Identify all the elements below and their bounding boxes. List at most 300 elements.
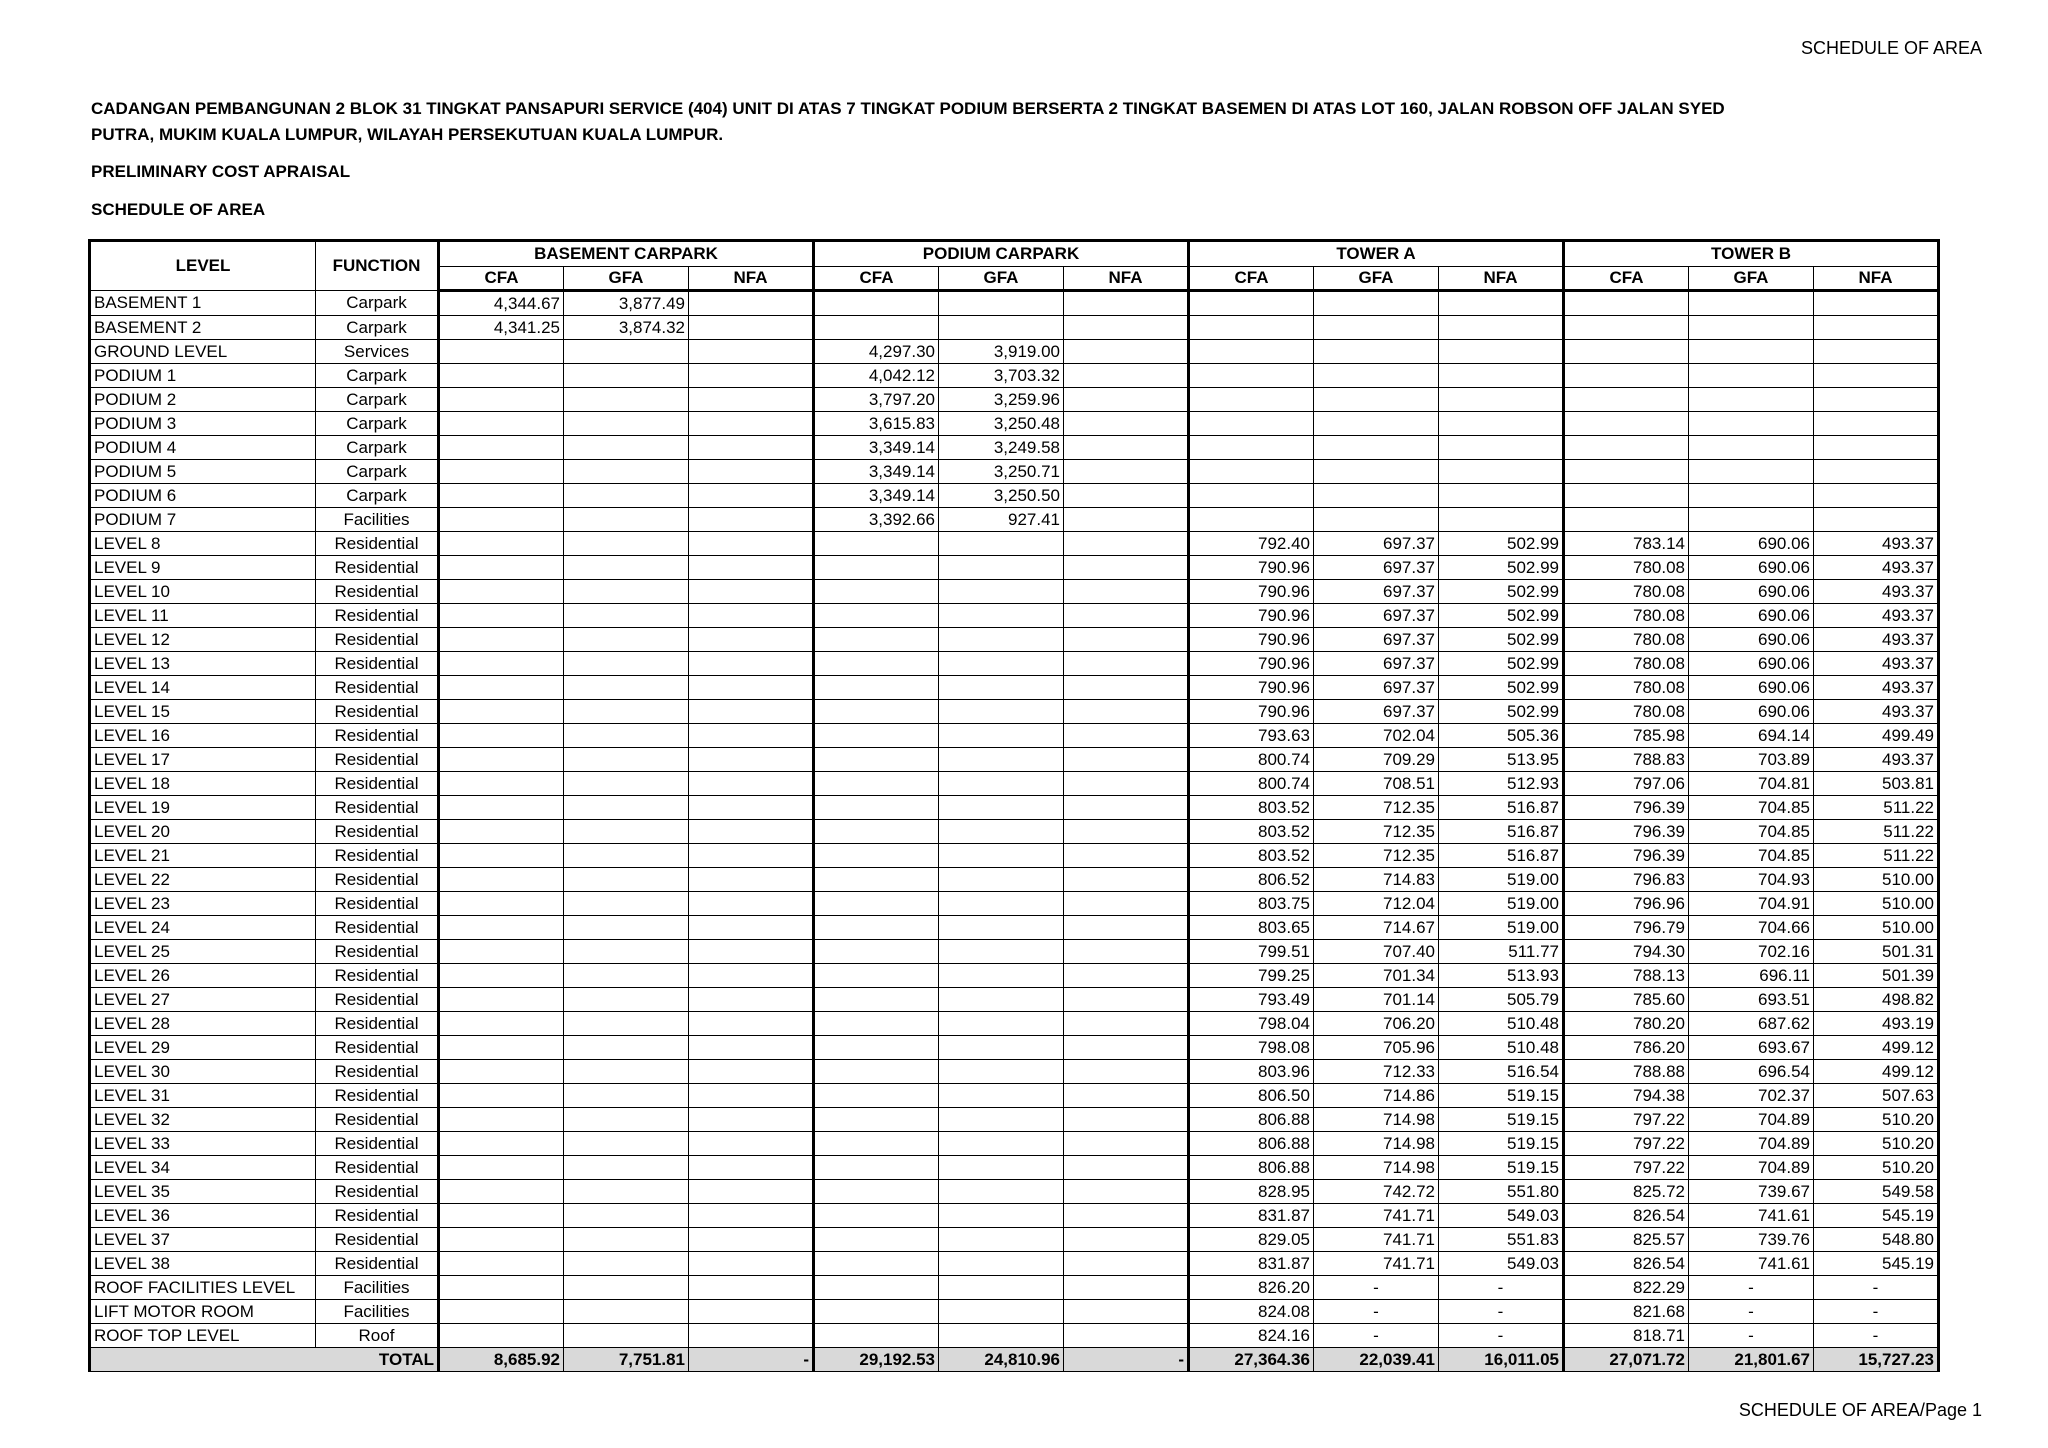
level-cell: LEVEL 23	[90, 892, 316, 916]
area-cell	[939, 892, 1064, 916]
area-cell: 510.48	[1439, 1036, 1564, 1060]
area-cell	[1064, 988, 1189, 1012]
area-cell: 3,615.83	[814, 412, 939, 436]
area-cell	[689, 1108, 814, 1132]
area-cell	[939, 316, 1064, 340]
area-cell	[1314, 412, 1439, 436]
area-cell	[689, 412, 814, 436]
area-cell	[564, 724, 689, 748]
level-cell: LEVEL 36	[90, 1204, 316, 1228]
level-cell: LEVEL 19	[90, 796, 316, 820]
area-cell: 704.85	[1689, 844, 1814, 868]
area-cell: 822.29	[1564, 1276, 1689, 1300]
area-cell	[689, 580, 814, 604]
level-cell: PODIUM 4	[90, 436, 316, 460]
area-cell	[564, 964, 689, 988]
area-cell	[439, 652, 564, 676]
area-cell: -	[1689, 1300, 1814, 1324]
area-cell: 826.54	[1564, 1204, 1689, 1228]
area-cell: 704.81	[1689, 772, 1814, 796]
subcol-header-gfa: GFA	[564, 267, 689, 291]
area-cell	[564, 436, 689, 460]
table-row	[90, 388, 1939, 412]
area-cell: 739.67	[1689, 1180, 1814, 1204]
area-cell	[1064, 1156, 1189, 1180]
area-cell	[1439, 460, 1564, 484]
function-cell: Residential	[316, 556, 439, 580]
area-cell	[1689, 316, 1814, 340]
area-cell	[814, 988, 939, 1012]
total-cell: 29,192.53	[814, 1348, 939, 1372]
area-cell	[689, 1300, 814, 1324]
area-cell	[439, 412, 564, 436]
area-cell	[939, 796, 1064, 820]
area-cell: 3,250.71	[939, 460, 1064, 484]
area-cell	[814, 1060, 939, 1084]
table-row	[90, 556, 1939, 580]
area-cell: 803.52	[1189, 844, 1314, 868]
area-cell: 818.71	[1564, 1324, 1689, 1348]
area-cell	[939, 604, 1064, 628]
area-cell	[439, 1084, 564, 1108]
area-cell: 703.89	[1689, 748, 1814, 772]
area-cell: 790.96	[1189, 556, 1314, 580]
function-cell: Roof	[316, 1324, 439, 1348]
area-cell	[814, 1084, 939, 1108]
area-cell	[814, 940, 939, 964]
area-cell	[689, 388, 814, 412]
area-cell: 706.20	[1314, 1012, 1439, 1036]
function-cell: Facilities	[316, 508, 439, 532]
area-cell: 697.37	[1314, 556, 1439, 580]
area-cell: 519.00	[1439, 892, 1564, 916]
table-row	[90, 988, 1939, 1012]
area-cell	[1564, 388, 1689, 412]
area-cell: 519.00	[1439, 916, 1564, 940]
area-cell: 3,349.14	[814, 436, 939, 460]
area-cell	[689, 940, 814, 964]
area-cell: -	[1689, 1276, 1814, 1300]
area-cell: 800.74	[1189, 748, 1314, 772]
area-cell	[689, 1132, 814, 1156]
area-cell	[439, 436, 564, 460]
area-cell: 796.79	[1564, 916, 1689, 940]
area-cell	[689, 844, 814, 868]
area-cell: 549.03	[1439, 1204, 1564, 1228]
area-cell	[1064, 291, 1189, 316]
area-cell	[1314, 316, 1439, 340]
area-cell	[439, 916, 564, 940]
area-cell	[1064, 316, 1189, 340]
area-cell	[689, 1324, 814, 1348]
area-cell	[939, 291, 1064, 316]
area-cell	[439, 820, 564, 844]
function-cell: Residential	[316, 1228, 439, 1252]
area-cell	[814, 1156, 939, 1180]
subcol-header-nfa: NFA	[1439, 267, 1564, 291]
area-cell: 831.87	[1189, 1204, 1314, 1228]
area-cell	[1064, 412, 1189, 436]
area-cell: 493.37	[1814, 532, 1939, 556]
area-cell	[564, 1084, 689, 1108]
area-cell: 806.88	[1189, 1132, 1314, 1156]
area-cell	[814, 1252, 939, 1276]
table-row	[90, 1252, 1939, 1276]
area-cell	[439, 700, 564, 724]
group-header-basement: BASEMENT CARPARK	[439, 241, 814, 267]
area-cell: 741.61	[1689, 1204, 1814, 1228]
total-cell: 27,071.72	[1564, 1348, 1689, 1372]
table-row	[90, 916, 1939, 940]
area-cell: 701.14	[1314, 988, 1439, 1012]
area-cell: 690.06	[1689, 676, 1814, 700]
area-cell	[439, 532, 564, 556]
area-cell	[689, 964, 814, 988]
area-cell	[1689, 364, 1814, 388]
area-cell	[939, 1252, 1064, 1276]
area-cell: 794.30	[1564, 940, 1689, 964]
area-cell	[689, 772, 814, 796]
area-cell	[564, 1252, 689, 1276]
table-row	[90, 1324, 1939, 1348]
area-cell: 3,249.58	[939, 436, 1064, 460]
subcol-header-nfa: NFA	[689, 267, 814, 291]
area-cell	[814, 652, 939, 676]
area-cell	[564, 940, 689, 964]
area-cell: -	[1439, 1300, 1564, 1324]
area-cell: 549.03	[1439, 1252, 1564, 1276]
area-cell	[814, 532, 939, 556]
area-cell	[439, 556, 564, 580]
function-cell: Residential	[316, 700, 439, 724]
area-cell	[689, 988, 814, 1012]
area-cell: 709.29	[1314, 748, 1439, 772]
function-cell: Residential	[316, 580, 439, 604]
function-cell: Carpark	[316, 484, 439, 508]
area-cell	[1814, 460, 1939, 484]
total-cell: 21,801.67	[1689, 1348, 1814, 1372]
area-cell	[689, 1156, 814, 1180]
area-cell	[689, 1204, 814, 1228]
area-cell: -	[1814, 1276, 1939, 1300]
area-cell: 780.20	[1564, 1012, 1689, 1036]
area-cell: 516.87	[1439, 796, 1564, 820]
area-cell	[439, 1252, 564, 1276]
table-row	[90, 1276, 1939, 1300]
area-cell	[564, 916, 689, 940]
area-cell	[1064, 1180, 1189, 1204]
function-cell: Carpark	[316, 460, 439, 484]
table-row	[90, 508, 1939, 532]
area-cell	[564, 892, 689, 916]
level-cell: BASEMENT 1	[90, 291, 316, 316]
area-cell: 780.08	[1564, 580, 1689, 604]
schedule-of-area-table	[88, 239, 1940, 1372]
area-cell	[814, 748, 939, 772]
area-cell: 519.15	[1439, 1156, 1564, 1180]
area-cell: -	[1439, 1324, 1564, 1348]
area-cell: 690.06	[1689, 628, 1814, 652]
level-cell: LEVEL 9	[90, 556, 316, 580]
area-cell	[1814, 436, 1939, 460]
area-cell	[1439, 508, 1564, 532]
function-cell: Residential	[316, 1084, 439, 1108]
area-cell: 502.99	[1439, 652, 1564, 676]
area-cell: -	[1314, 1300, 1439, 1324]
area-cell	[814, 1276, 939, 1300]
function-cell: Residential	[316, 676, 439, 700]
level-cell: LEVEL 10	[90, 580, 316, 604]
area-cell	[439, 1108, 564, 1132]
level-cell: LIFT MOTOR ROOM	[90, 1300, 316, 1324]
area-cell: 3,874.32	[564, 316, 689, 340]
area-cell	[1064, 580, 1189, 604]
area-cell	[939, 772, 1064, 796]
level-cell: LEVEL 37	[90, 1228, 316, 1252]
area-cell	[1064, 772, 1189, 796]
area-cell: 704.91	[1689, 892, 1814, 916]
area-cell	[1064, 436, 1189, 460]
area-cell	[564, 1156, 689, 1180]
area-cell	[939, 652, 1064, 676]
table-row	[90, 868, 1939, 892]
area-cell	[439, 1060, 564, 1084]
area-cell: 696.54	[1689, 1060, 1814, 1084]
area-cell	[564, 700, 689, 724]
total-cell: 7,751.81	[564, 1348, 689, 1372]
area-cell	[689, 724, 814, 748]
table-row	[90, 892, 1939, 916]
area-cell	[1189, 364, 1314, 388]
area-cell	[1314, 484, 1439, 508]
area-cell	[1814, 508, 1939, 532]
area-cell: 548.80	[1814, 1228, 1939, 1252]
area-cell	[814, 1204, 939, 1228]
function-cell: Residential	[316, 940, 439, 964]
level-cell: LEVEL 28	[90, 1012, 316, 1036]
area-cell: 505.36	[1439, 724, 1564, 748]
function-cell: Residential	[316, 1108, 439, 1132]
area-cell: 790.96	[1189, 580, 1314, 604]
area-cell	[814, 916, 939, 940]
area-cell	[1689, 436, 1814, 460]
function-cell: Carpark	[316, 388, 439, 412]
area-cell: 697.37	[1314, 652, 1439, 676]
subtitle-cost-appraisal: PRELIMINARY COST APRAISAL	[91, 162, 351, 181]
function-cell: Residential	[316, 1156, 439, 1180]
area-cell: 790.96	[1189, 700, 1314, 724]
area-cell	[439, 1012, 564, 1036]
area-cell: 3,259.96	[939, 388, 1064, 412]
area-cell: 704.89	[1689, 1108, 1814, 1132]
area-cell	[689, 460, 814, 484]
table-row	[90, 1060, 1939, 1084]
area-cell	[939, 1156, 1064, 1180]
area-cell	[1314, 364, 1439, 388]
area-cell: 4,042.12	[814, 364, 939, 388]
area-cell: 790.96	[1189, 604, 1314, 628]
table-row	[90, 1084, 1939, 1108]
area-cell: 788.88	[1564, 1060, 1689, 1084]
area-cell	[1064, 1132, 1189, 1156]
area-cell: 796.39	[1564, 796, 1689, 820]
area-cell	[689, 868, 814, 892]
area-cell: 803.52	[1189, 796, 1314, 820]
function-cell: Residential	[316, 604, 439, 628]
level-cell: LEVEL 8	[90, 532, 316, 556]
area-cell	[439, 628, 564, 652]
area-cell: 712.33	[1314, 1060, 1439, 1084]
area-cell	[1064, 940, 1189, 964]
area-cell: 505.79	[1439, 988, 1564, 1012]
area-cell: -	[1314, 1276, 1439, 1300]
document-title: CADANGAN PEMBANGUNAN 2 BLOK 31 TINGKAT PANSAPURI SERVICE (404) UNIT DI ATAS 7 TINGKAT PODIUM BERSERTA 2 TINGKAT BASEMEN DI ATAS LOT 160, JALAN ROBSON OFF JALAN SYED PUTRA, MUKIM KUALA LUMPUR, WILAYAH PERSEKUTUAN KUALA LUMPUR.	[91, 99, 1725, 144]
level-cell: ROOF TOP LEVEL	[90, 1324, 316, 1348]
level-cell: LEVEL 29	[90, 1036, 316, 1060]
function-cell: Residential	[316, 772, 439, 796]
area-cell	[939, 1300, 1064, 1324]
level-cell: LEVEL 26	[90, 964, 316, 988]
total-cell: 15,727.23	[1814, 1348, 1939, 1372]
area-cell	[1064, 1204, 1189, 1228]
table-row	[90, 820, 1939, 844]
area-cell: 501.39	[1814, 964, 1939, 988]
level-cell: PODIUM 6	[90, 484, 316, 508]
area-cell: 502.99	[1439, 700, 1564, 724]
area-cell	[564, 1180, 689, 1204]
area-cell	[439, 964, 564, 988]
area-cell	[564, 1228, 689, 1252]
area-cell	[564, 532, 689, 556]
total-cell: 27,364.36	[1189, 1348, 1314, 1372]
area-cell: 493.37	[1814, 628, 1939, 652]
area-cell	[689, 1084, 814, 1108]
area-cell: 829.05	[1189, 1228, 1314, 1252]
area-cell	[1814, 340, 1939, 364]
area-cell: 499.12	[1814, 1060, 1939, 1084]
area-cell	[1064, 340, 1189, 364]
level-cell: BASEMENT 2	[90, 316, 316, 340]
area-cell: 507.63	[1814, 1084, 1939, 1108]
area-cell	[564, 652, 689, 676]
table-row	[90, 532, 1939, 556]
table-row	[90, 1012, 1939, 1036]
table-row	[90, 844, 1939, 868]
area-cell	[814, 844, 939, 868]
area-cell	[439, 796, 564, 820]
area-cell	[939, 1060, 1064, 1084]
table-row	[90, 748, 1939, 772]
area-cell: 693.51	[1689, 988, 1814, 1012]
area-cell	[939, 868, 1064, 892]
table-row	[90, 964, 1939, 988]
area-cell: 493.19	[1814, 1012, 1939, 1036]
area-cell: 510.00	[1814, 892, 1939, 916]
level-cell: LEVEL 34	[90, 1156, 316, 1180]
table-row	[90, 604, 1939, 628]
area-cell: 493.37	[1814, 604, 1939, 628]
area-cell	[814, 556, 939, 580]
area-cell: 694.14	[1689, 724, 1814, 748]
table-row	[90, 1132, 1939, 1156]
area-cell	[439, 388, 564, 412]
area-cell	[689, 820, 814, 844]
area-cell: -	[1814, 1324, 1939, 1348]
area-cell	[939, 1204, 1064, 1228]
area-cell: 510.20	[1814, 1132, 1939, 1156]
area-cell: 704.93	[1689, 868, 1814, 892]
subcol-header-nfa: NFA	[1814, 267, 1939, 291]
area-cell: 4,344.67	[439, 291, 564, 316]
area-cell: 794.38	[1564, 1084, 1689, 1108]
area-cell	[439, 844, 564, 868]
area-cell: 803.65	[1189, 916, 1314, 940]
area-cell	[1064, 868, 1189, 892]
area-cell	[1064, 820, 1189, 844]
area-cell: 511.22	[1814, 820, 1939, 844]
area-cell: 516.87	[1439, 844, 1564, 868]
area-cell	[439, 988, 564, 1012]
area-cell: 519.15	[1439, 1108, 1564, 1132]
area-cell	[564, 460, 689, 484]
table-row	[90, 628, 1939, 652]
area-cell	[1814, 412, 1939, 436]
table-row	[90, 1204, 1939, 1228]
area-cell: 690.06	[1689, 604, 1814, 628]
area-cell	[564, 748, 689, 772]
area-cell: 797.22	[1564, 1156, 1689, 1180]
total-cell: 16,011.05	[1439, 1348, 1564, 1372]
area-cell	[439, 676, 564, 700]
area-cell	[564, 820, 689, 844]
area-cell: 797.22	[1564, 1108, 1689, 1132]
area-cell	[1064, 1036, 1189, 1060]
table-row	[90, 1108, 1939, 1132]
function-cell: Facilities	[316, 1300, 439, 1324]
function-cell: Residential	[316, 868, 439, 892]
area-cell: 790.96	[1189, 676, 1314, 700]
area-cell: 516.54	[1439, 1060, 1564, 1084]
area-cell: 513.95	[1439, 748, 1564, 772]
function-cell: Residential	[316, 892, 439, 916]
area-cell: 702.04	[1314, 724, 1439, 748]
area-cell	[814, 868, 939, 892]
area-cell	[689, 700, 814, 724]
area-cell: 798.08	[1189, 1036, 1314, 1060]
area-cell	[814, 796, 939, 820]
area-cell: 3,877.49	[564, 291, 689, 316]
table-row	[90, 484, 1939, 508]
group-header-tower-a: TOWER A	[1189, 241, 1564, 267]
function-cell: Carpark	[316, 412, 439, 436]
table-row	[90, 700, 1939, 724]
area-cell	[1689, 291, 1814, 316]
area-cell	[1439, 484, 1564, 508]
area-cell	[814, 724, 939, 748]
level-cell: LEVEL 12	[90, 628, 316, 652]
function-cell: Carpark	[316, 436, 439, 460]
area-cell	[814, 892, 939, 916]
level-cell: LEVEL 27	[90, 988, 316, 1012]
area-cell	[814, 1132, 939, 1156]
area-cell	[814, 1036, 939, 1060]
area-cell	[814, 1324, 939, 1348]
area-cell: 714.98	[1314, 1108, 1439, 1132]
area-cell	[814, 772, 939, 796]
area-cell	[1064, 556, 1189, 580]
area-cell: 714.67	[1314, 916, 1439, 940]
col-header-function: FUNCTION	[316, 241, 439, 291]
